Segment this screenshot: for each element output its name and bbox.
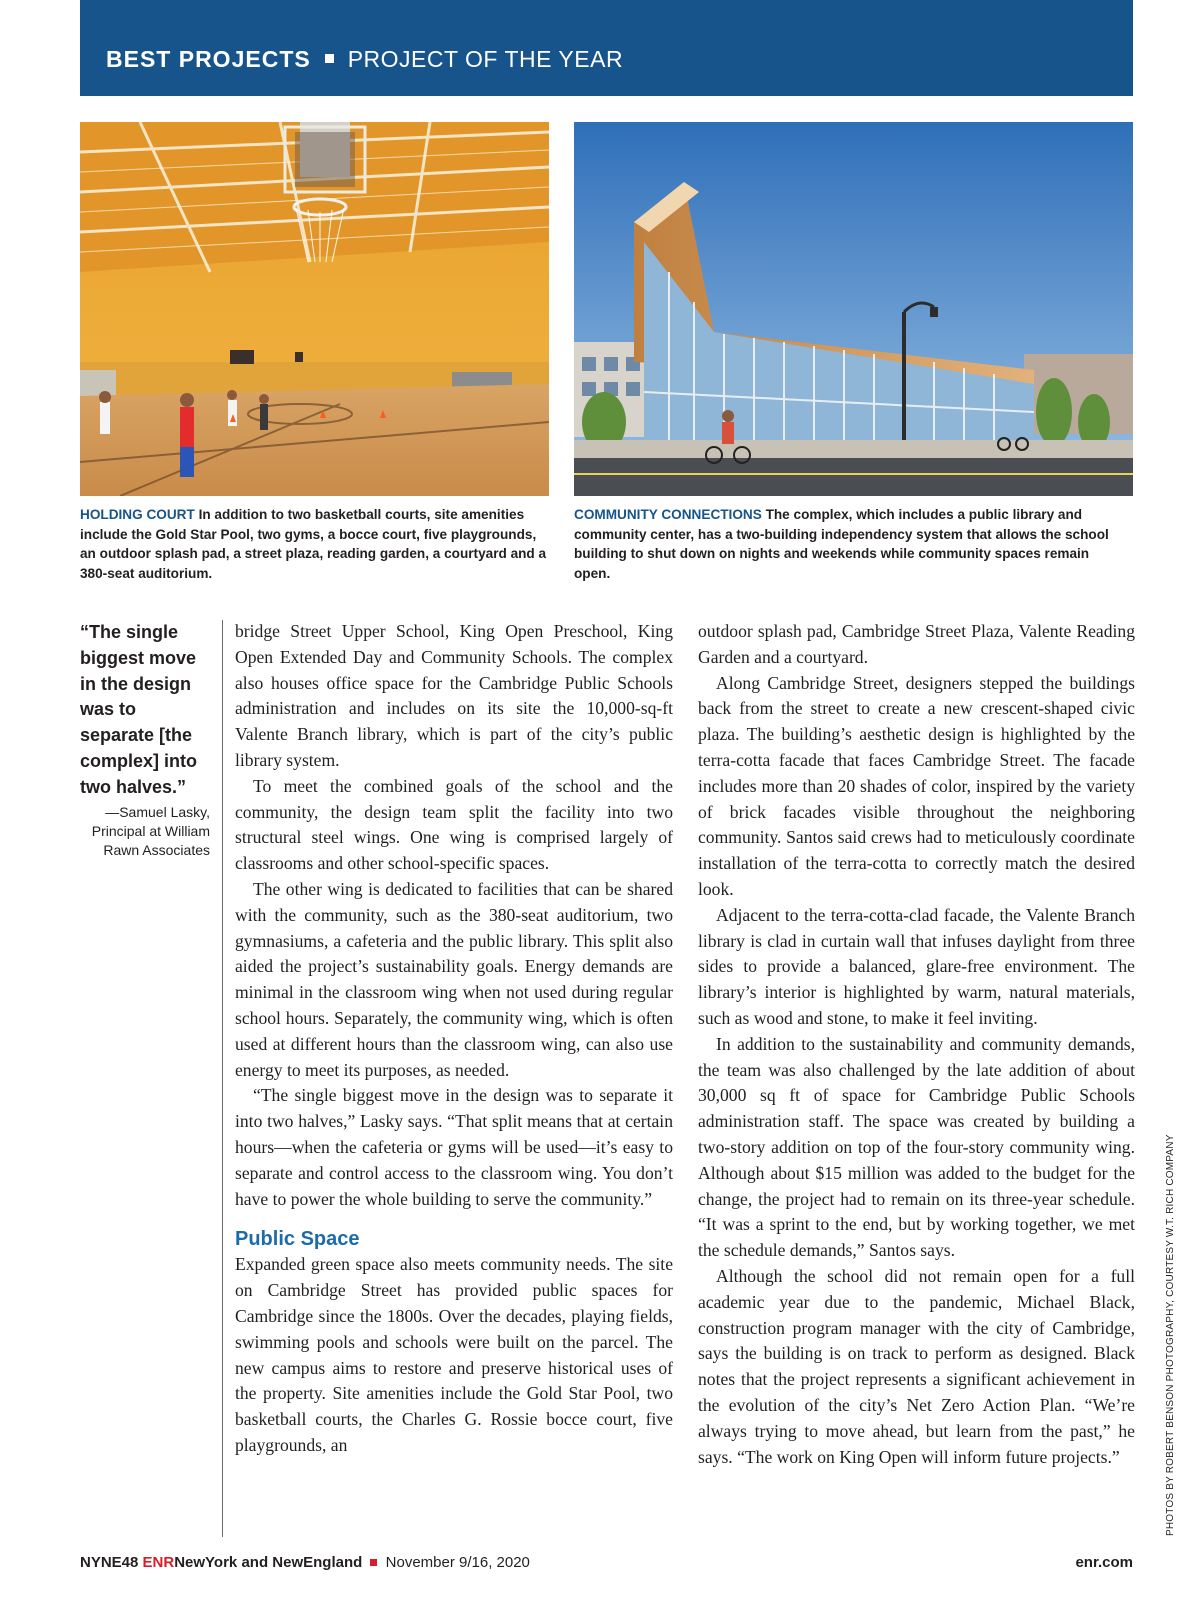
pull-quote-text: “The single biggest move in the design was to separate [the complex] into two halves.”	[80, 622, 198, 797]
pull-quote	[80, 620, 210, 860]
footer-left	[80, 1554, 530, 1571]
website-link[interactable]: enr.com	[1075, 1554, 1133, 1571]
caption-text: In addition to two basketball courts, site amenities include the Gold Star Pool, two gyms, a bocce court, five playgrounds, an outdoor splash pad, a street plaza, reading garden, a courtyard and a 380-seat auditorium.	[80, 507, 547, 581]
publication-region: NewYork and NewEngland	[174, 1554, 363, 1571]
library-building-illustration	[574, 122, 1133, 496]
photo-caption-right	[574, 505, 1114, 583]
square-bullet-icon	[325, 54, 334, 63]
gymnasium-photo	[80, 122, 549, 496]
square-bullet-icon	[370, 1559, 377, 1566]
article-paragraph: Along Cambridge Street, designers stepped the buildings back from the street to create a new crescent-shaped civic plaza. The building’s aesthetic design is highlighted by the terra-cotta facade that faces Cambridge Street. The facade includes more than 20 shades of color, inspired by the variety of brick facades visible throughout the neighboring community. Santos said crews had to meticulously coordinate installation of the terra-cotta to correctly match the desired look.	[698, 672, 1135, 899]
article-paragraph: Adjacent to the terra-cotta-clad facade, the Valente Branch library is clad in curtain wall that infuses daylight from three sides to provide a balanced, glare-free environment. The library’s interior is highlighted by warm, natural materials, such as wood and stone, to make it feel inviting.	[698, 904, 1135, 1028]
article-column-middle	[235, 619, 673, 1459]
section-subtitle: PROJECT OF THE YEAR	[347, 46, 624, 72]
brand-logo: ENR	[142, 1554, 175, 1571]
section-header	[80, 0, 1133, 96]
library-building-photo	[574, 122, 1133, 496]
gymnasium-illustration	[80, 122, 549, 496]
article-paragraph: Although the school did not remain open for a full academic year due to the pandemic, Michael Black, construction program manager with the city of Cambridge, says the building is on track to perform as designed. Black notes that the project represents a significant achievement in the evolution of the city’s Net Zero Action Plan. “We’re always trying to move ahead, but learn from the past,” he says. “The work on King Open will inform future projects.”	[698, 1265, 1135, 1467]
article-paragraph: “The single biggest move in the design was to separate it into two halves,” Lasky says. “That split means that at certain hours—when the cafeteria or gyms will be used—it’s easy to separate and control access to the classroom wing. You don’t have to power the whole building to serve the community.”	[235, 1085, 673, 1209]
issue-date: November 9/16, 2020	[385, 1554, 530, 1571]
caption-label: COMMUNITY CONNECTIONS	[574, 507, 762, 522]
article-paragraph: bridge Street Upper School, King Open Preschool, King Open Extended Day and Community Schools. The complex also houses office space for the Cambridge Public Schools administration and includes on its site the 10,000-sq-ft Valente Branch library, which is part of the city’s public library system.	[235, 621, 673, 770]
pull-quote-attribution: —Samuel Lasky, Principal at William Rawn Associates	[91, 803, 210, 858]
photo-credit: PHOTOS BY ROBERT BENSON PHOTOGRAPHY, COURTESY W.T. RICH COMPANY	[1165, 1134, 1176, 1536]
caption-text: The complex, which includes a public library and community center, has a two-building independency system that allows the school building to shut down on nights and weekends while community spaces remain open.	[574, 507, 1109, 581]
article-subhead: Public Space	[235, 1228, 360, 1251]
article-paragraph: In addition to the sustainability and community demands, the team was also challenged by the late addition of about 30,000 sq ft of space for Cambridge Public Schools administration staff. The space was created by building a two-story addition on top of the four-story community wing. Although about $15 million was added to the budget for the change, the project had to remain on its three-year schedule. “It was a sprint to the end, but by working together, we met the schedule demands,” Santos says.	[698, 1033, 1135, 1261]
page-footer	[80, 1554, 1133, 1576]
column-divider	[222, 620, 223, 1537]
photo-caption-left	[80, 505, 550, 583]
caption-label: HOLDING COURT	[80, 507, 195, 522]
section-title: BEST PROJECTS	[106, 46, 311, 72]
header-text	[106, 46, 623, 73]
article-paragraph: Expanded green space also meets community needs. The site on Cambridge Street has provided public spaces for Cambridge since the 1800s. Over the decades, playing fields, swimming pools and schools were built on the parcel. The new campus aims to restore and preserve historical uses of the property. Site amenities include the Gold Star Pool, two basketball courts, the Charles G. Rossie bocce court, five playgrounds, an	[235, 1254, 673, 1455]
article-column-right	[698, 619, 1135, 1470]
page-number: NYNE48	[80, 1554, 139, 1571]
article-paragraph: The other wing is dedicated to facilities that can be shared with the community, such as the 380-seat auditorium, two gymnasiums, a cafeteria and the public library. This split also aided the project’s sustainability goals. Energy demands are minimal in the classroom wing when not used during regular school hours. Separately, the community wing, which is often used at different hours than the classroom wing, can also use energy to meet its purposes, as needed.	[235, 878, 673, 1080]
article-paragraph: outdoor splash pad, Cambridge Street Plaza, Valente Reading Garden and a courtyard.	[698, 621, 1135, 667]
article-paragraph: To meet the combined goals of the school and the community, the design team split the facility into two structural steel wings. One wing is comprised largely of classrooms and other school-specific spaces.	[235, 775, 673, 874]
